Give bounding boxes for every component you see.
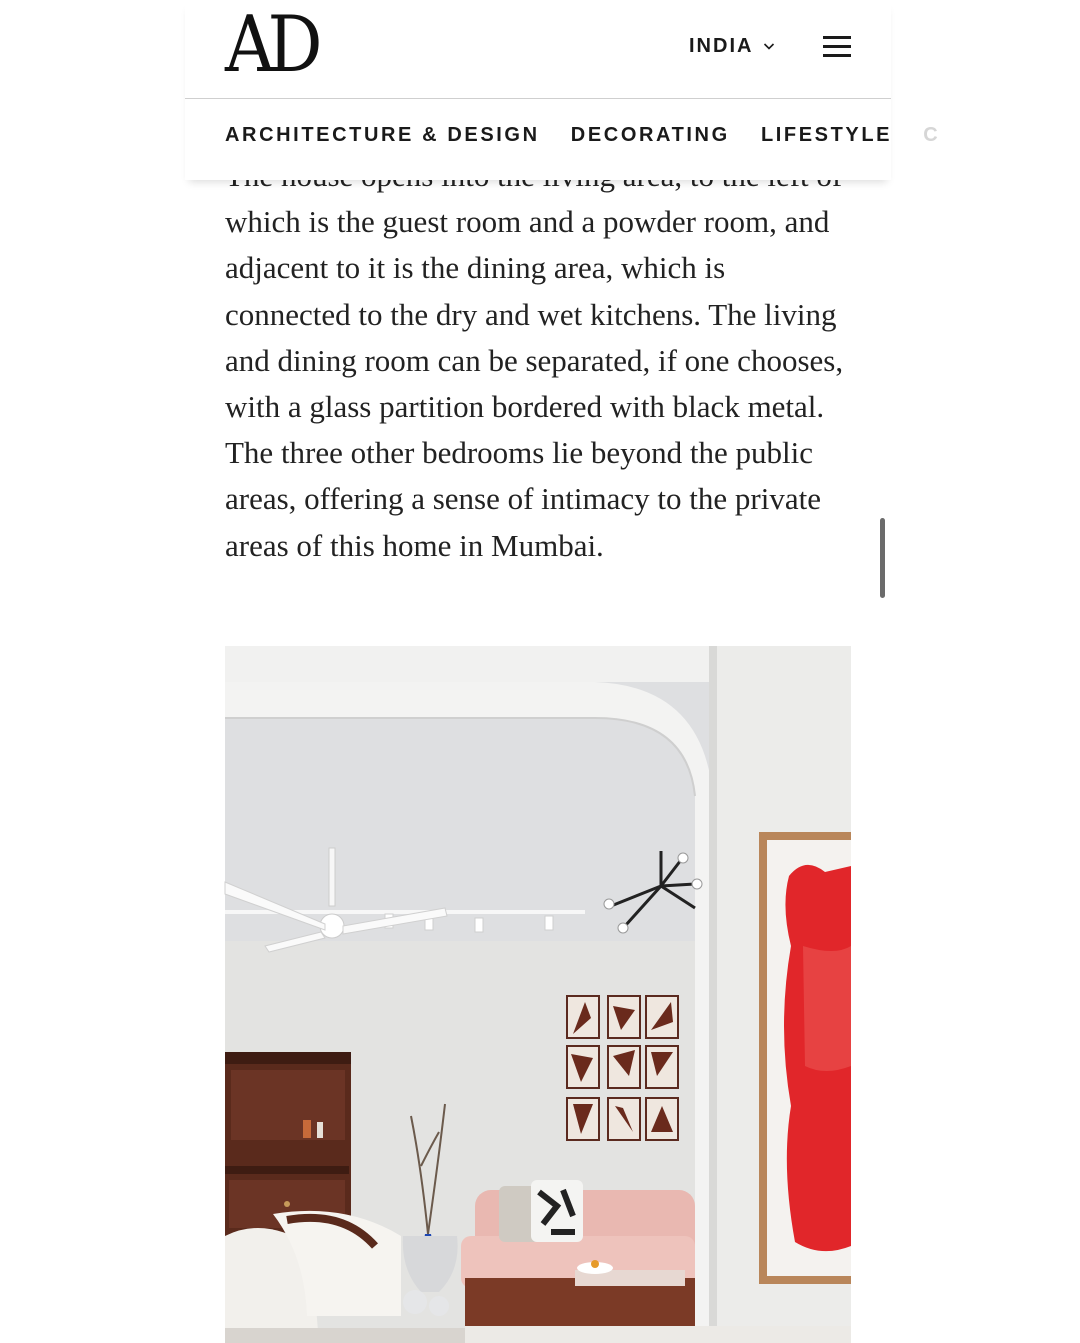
nav-item-lifestyle[interactable]: LIFESTYLE (760, 124, 893, 146)
region-selector[interactable] (689, 32, 775, 60)
article-photo-living-room (225, 646, 851, 1343)
category-nav (225, 124, 941, 154)
ad-logo[interactable]: AD (225, 0, 316, 90)
scrollbar-thumb[interactable] (880, 518, 885, 598)
nav-item-truncated[interactable]: C (923, 124, 941, 146)
nav-item-architecture-design[interactable]: ARCHITECTURE & DESIGN (225, 124, 540, 146)
header-divider (185, 98, 891, 99)
article-paragraph: which is the guest room and a powder room, and adjacent to it is the dining area, which is connected to the dry and wet kitchens. The living and dining room can be separated, if one chooses, with a glass partition bordered with black metal. The three other bedrooms lie beyond the public areas, offering a sense of intimacy to the private areas of this home in Mumbai. (225, 204, 844, 563)
chevron-down-icon (763, 40, 775, 52)
hamburger-menu-icon[interactable] (823, 34, 851, 58)
region-label: INDIA (689, 34, 754, 57)
site-header (185, 0, 941, 180)
nav-item-decorating[interactable]: DECORATING (570, 124, 730, 146)
